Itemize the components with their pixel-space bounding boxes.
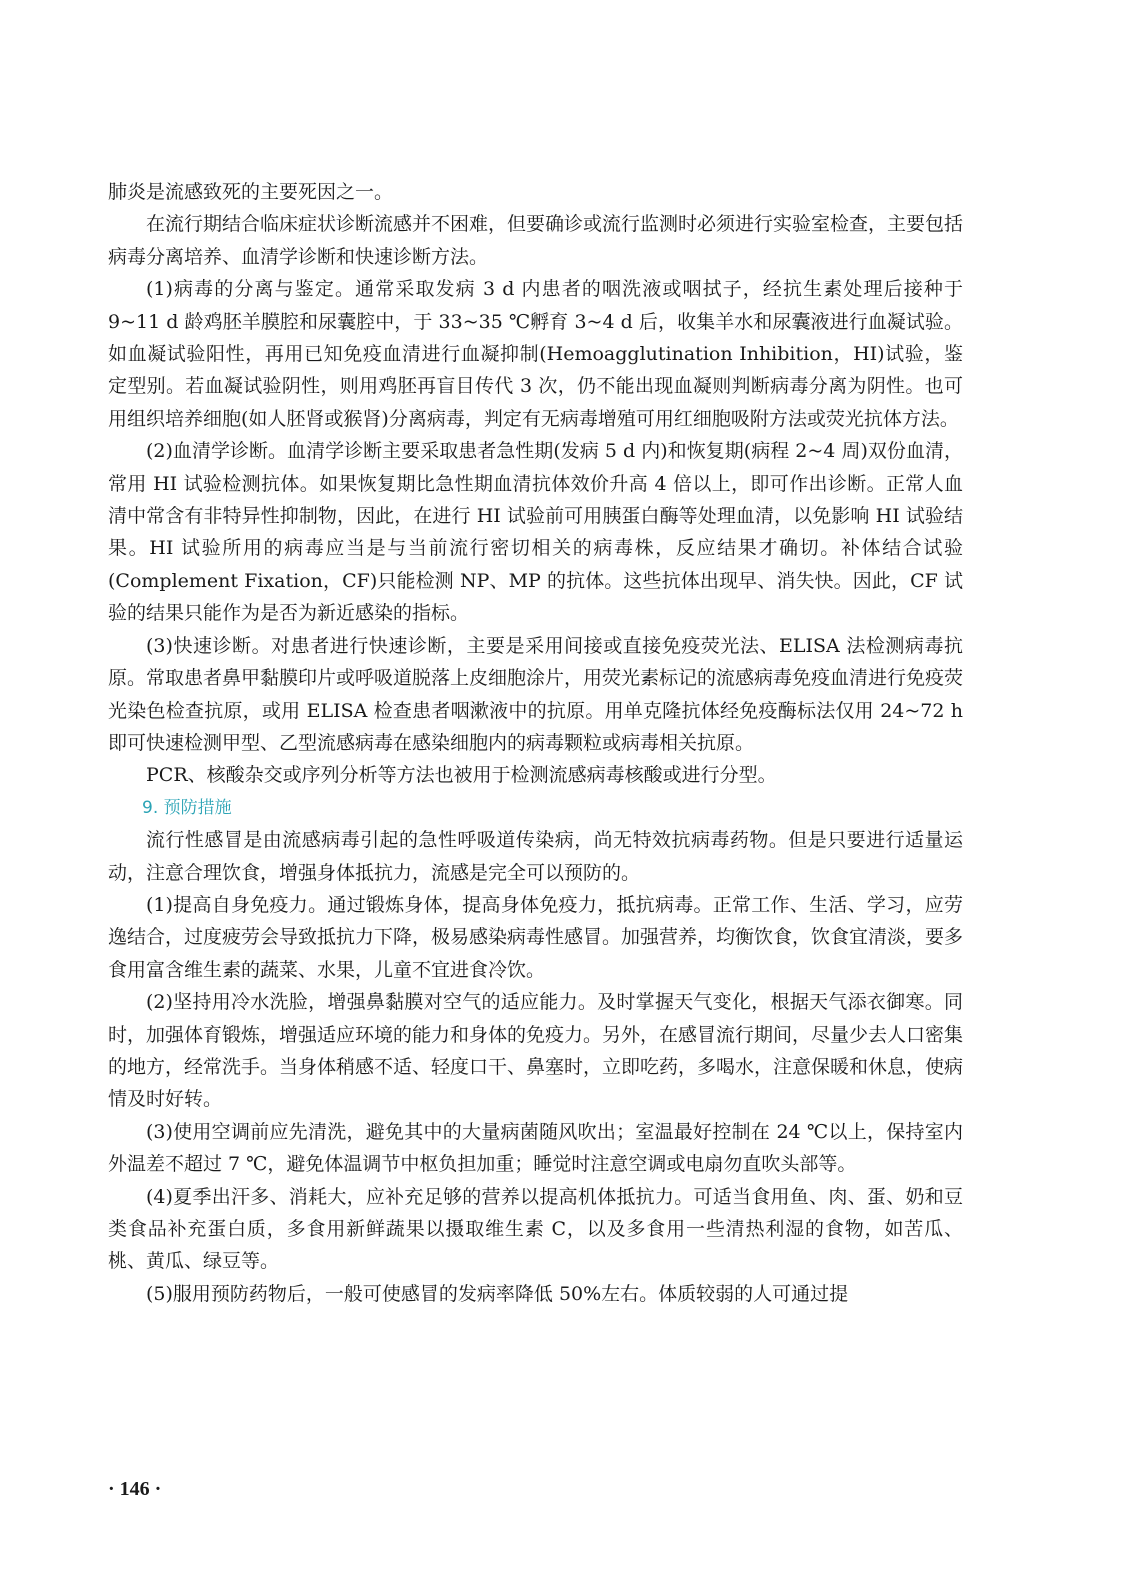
paragraph-pneumonia-note: 肺炎是流感致死的主要死因之一。	[108, 181, 394, 203]
paragraph-prevention-intro: 流行性感冒是由流感病毒引起的急性呼吸道传染病，尚无特效抗病毒药物。但是只要进行适量运动，注意合理饮食，增强身体抵抗力，流感是完全可以预防的。	[108, 829, 963, 884]
paragraph-virus-isolation: (1)病毒的分离与鉴定。通常采取发病 3 d 内患者的咽洗液或咽拭子，经抗生素处理后接种于 9~11 d 龄鸡胚羊膜腔和尿囊腔中，于 33~35 ℃孵育 3~4 d 后，收集羊水和尿囊液进行血凝试验。如血凝试验阳性，再用已知免疫血清进行血凝抑制(Hemoagglutination Inhibition，HI)试验，鉴定型别。若血凝试验阴性，则用鸡胚再盲目传代 3 次，仍不能出现血凝则判断病毒分离为阴性。也可用组织培养细胞(如人胚肾或猴肾)分离病毒，判定有无病毒增殖可用红细胞吸附方法或荧光抗体方法。	[108, 278, 963, 430]
paragraph-prevention-4: (4)夏季出汗多、消耗大，应补充足够的营养以提高机体抵抗力。可适当食用鱼、肉、蛋、奶和豆类食品补充蛋白质，多食用新鲜蔬果以摄取维生素 C，以及多食用一些清热利湿的食物，如苦瓜、桃、黄瓜、绿豆等。	[108, 1185, 963, 1273]
section-heading-prevention: 9. 预防措施	[142, 797, 232, 818]
page-body	[108, 176, 963, 1310]
paragraph-pcr: PCR、核酸杂交或序列分析等方法也被用于检测流感病毒核酸或进行分型。	[146, 764, 777, 787]
paragraph-prevention-3: (3)使用空调前应先清洗，避免其中的大量病菌随风吹出；室温最好控制在 24 ℃以上，保持室内外温差不超过 7 ℃，避免体温调节中枢负担加重；睡觉时注意空调或电扇勿直吹头部等。	[108, 1120, 963, 1176]
paragraph-prevention-1: (1)提高自身免疫力。通过锻炼身体，提高身体免疫力，抵抗病毒。正常工作、生活、学习，应劳逸结合，过度疲劳会导致抵抗力下降，极易感染病毒性感冒。加强营养，均衡饮食，饮食宜清淡，要多食用富含维生素的蔬菜、水果，儿童不宜进食冷饮。	[108, 893, 964, 981]
paragraph-prevention-2: (2)坚持用冷水洗脸，增强鼻黏膜对空气的适应能力。及时掌握天气变化，根据天气添衣御寒。同时，加强体育锻炼，增强适应环境的能力和身体的免疫力。另外，在感冒流行期间，尽量少去人口密集的地方，经常洗手。当身体稍感不适、轻度口干、鼻塞时，立即吃药，多喝水，注意保暖和休息，使病情及时好转。	[108, 991, 964, 1111]
paragraph-rapid-diagnosis: (3)快速诊断。对患者进行快速诊断，主要是采用间接或直接免疫荧光法、ELISA 法检测病毒抗原。常取患者鼻甲黏膜印片或呼吸道脱落上皮细胞涂片，用荧光素标记的流感病毒免疫血清进行免疫荧光染色检查抗原，或用 ELISA 检查患者咽漱液中的抗原。用单克隆抗体经免疫酶标法仅用 24~72 h 即可快速检测甲型、乙型流感病毒在感染细胞内的病毒颗粒或病毒相关抗原。	[108, 634, 964, 754]
paragraph-prevention-5: (5)服用预防药物后，一般可使感冒的发病率降低 50%左右。体质较弱的人可通过提	[146, 1282, 849, 1305]
paragraph-lab-diagnosis-intro: 在流行期结合临床症状诊断流感并不困难，但要确诊或流行监测时必须进行实验室检查，主要包括病毒分离培养、血清学诊断和快速诊断方法。	[108, 213, 964, 268]
page-number: · 146 ·	[108, 1478, 162, 1500]
paragraph-serology: (2)血清学诊断。血清学诊断主要采取患者急性期(发病 5 d 内)和恢复期(病程 2~4 周)双份血清，常用 HI 试验检测抗体。如果恢复期比急性期血清抗体效价升高 4 倍以上，即可作出诊断。正常人血清中常含有非特异性抑制物，因此，在进行 HI 试验前可用胰蛋白酶等处理血清，以免影响 HI 试验结果。HI 试验所用的病毒应当是与当前流行密切相关的病毒株，反应结果才确切。补体结合试验(Complement Fixation，CF)只能检测 NP、MP 的抗体。这些抗体出现早、消失快。因此，CF 试验的结果只能作为是否为新近感染的指标。	[108, 440, 963, 625]
